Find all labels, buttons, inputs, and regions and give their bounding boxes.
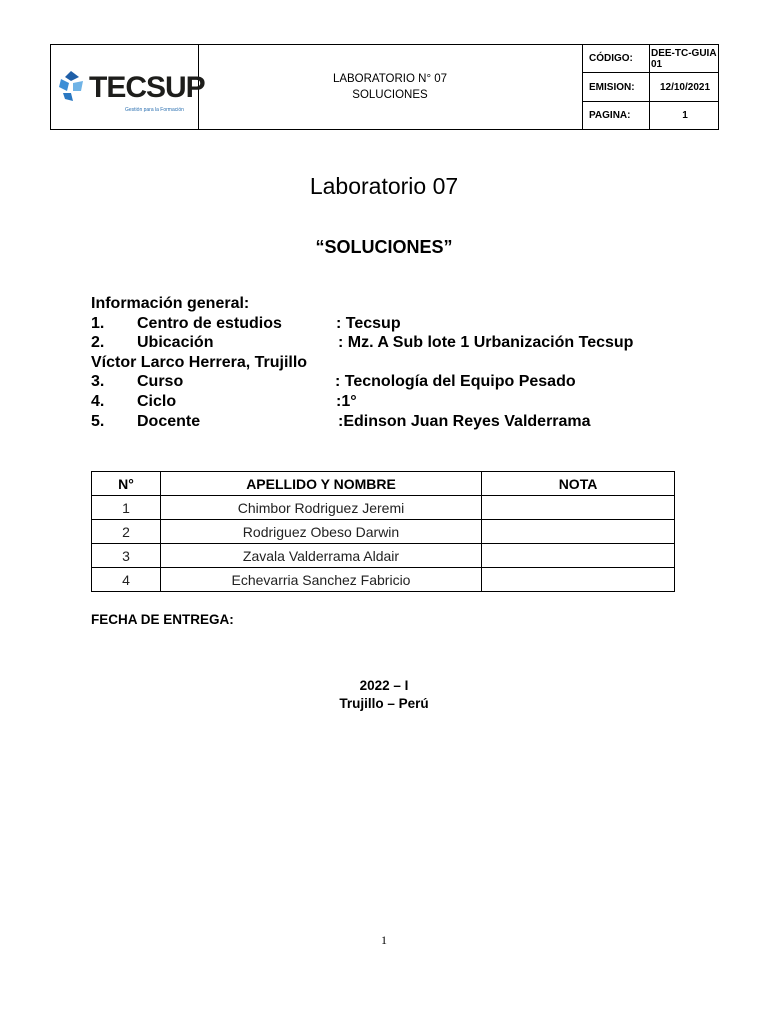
footer-year: 2022 – I — [359, 678, 409, 693]
logo-cell — [51, 45, 205, 129]
meta-row-emision — [582, 73, 719, 102]
info-value: : Mz. A Sub lote 1 Urbanización Tecsup — [338, 334, 634, 352]
column-header-name: APELLIDO Y NOMBRE — [161, 472, 482, 496]
cell-grade — [482, 496, 675, 520]
delivery-date-label: FECHA DE ENTREGA: — [91, 612, 234, 627]
info-item — [91, 392, 691, 412]
logo-wordmark: TECSUP — [89, 71, 205, 104]
info-label: Ciclo — [137, 392, 177, 410]
table-row — [92, 544, 675, 568]
cell-grade — [482, 520, 675, 544]
table-row — [92, 568, 675, 592]
table-header-row — [92, 472, 675, 496]
cell-name: Chimbor Rodriguez Jeremi — [161, 496, 482, 520]
cell-grade — [482, 544, 675, 568]
header-title-line1: LABORATORIO N° 07 — [332, 73, 448, 85]
info-label: Ubicación — [137, 334, 214, 352]
info-item — [91, 314, 691, 334]
page-number: 1 — [381, 933, 387, 947]
info-heading-text: Información general: — [91, 295, 250, 312]
info-num: 4. — [91, 392, 105, 410]
meta-value: 1 — [682, 110, 688, 121]
tecsup-emblem-icon — [57, 69, 87, 103]
info-num: 3. — [91, 373, 105, 391]
header-table — [50, 44, 719, 130]
cell-number: 4 — [92, 568, 161, 592]
info-label: Curso — [137, 373, 184, 391]
info-num: 2. — [91, 334, 105, 352]
document-title: Laboratorio 07 — [309, 173, 459, 199]
cell-grade — [482, 568, 675, 592]
table-row — [92, 520, 675, 544]
meta-row-pagina — [582, 102, 719, 129]
info-value: : Tecsup — [336, 314, 401, 332]
meta-value: 12/10/2021 — [659, 81, 711, 93]
cell-number: 1 — [92, 496, 161, 520]
logo-tagline: Gestión para la Formación — [125, 107, 184, 113]
meta-key: EMISION: — [582, 73, 650, 101]
column-header-grade: NOTA — [482, 472, 675, 496]
students-table — [91, 471, 675, 592]
info-num: 1. — [91, 314, 105, 332]
info-item — [91, 372, 691, 392]
header-meta — [582, 45, 719, 129]
info-label: Centro de estudios — [137, 314, 282, 332]
header-title-cell — [198, 45, 583, 129]
cell-number: 2 — [92, 520, 161, 544]
tecsup-logo — [57, 67, 205, 113]
info-value: :Edinson Juan Reyes Valderrama — [338, 412, 591, 430]
meta-row-codigo — [582, 45, 719, 73]
document-subtitle: “SOLUCIONES” — [315, 237, 453, 257]
info-value: : Tecnología del Equipo Pesado — [335, 373, 576, 391]
info-value: Víctor Larco Herrera, Trujillo — [91, 353, 308, 371]
cell-name: Zavala Valderrama Aldair — [161, 544, 482, 568]
info-item-continuation — [91, 353, 691, 373]
footer-city: Trujillo – Perú — [339, 696, 429, 711]
table-row — [92, 496, 675, 520]
info-value: :1° — [336, 392, 357, 410]
cell-name: Echevarria Sanchez Fabricio — [161, 568, 482, 592]
general-info — [91, 294, 691, 431]
meta-key: PAGINA: — [582, 102, 650, 129]
meta-value: DEE-TC-GUIA 01 — [651, 47, 717, 70]
header-title-line2: SOLUCIONES — [352, 89, 428, 101]
column-header-number: N° — [92, 472, 161, 496]
info-num: 5. — [91, 412, 105, 430]
info-label: Docente — [137, 412, 201, 430]
cell-number: 3 — [92, 544, 161, 568]
info-item — [91, 412, 691, 432]
info-item — [91, 333, 691, 353]
meta-key: CÓDIGO: — [582, 45, 650, 72]
cell-name: Rodriguez Obeso Darwin — [161, 520, 482, 544]
info-heading — [91, 294, 691, 314]
